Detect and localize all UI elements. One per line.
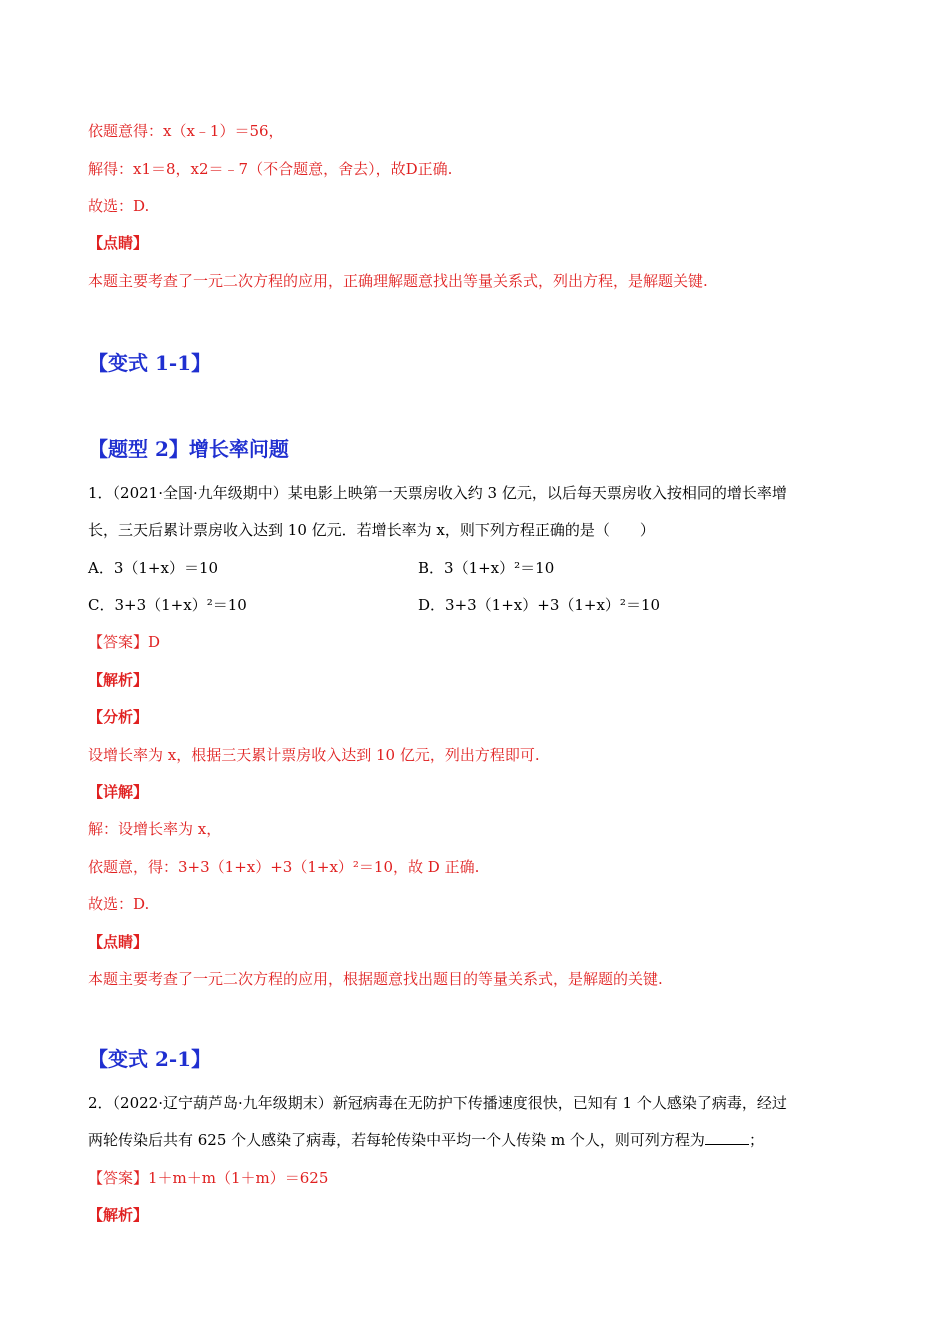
q1-fenxi-label: 【分析】 [88,708,149,726]
answer-blank[interactable] [705,1130,749,1145]
q2-stem-line2-text: 两轮传染后共有 625 个人感染了病毒，若每轮传染中平均一个人传染 m 个人，则可列方程为 [88,1131,705,1149]
prev-choice-line: 故选：D. [88,197,150,215]
q2-analysis-label: 【解析】 [88,1206,149,1224]
q2-stem-line2-end: ； [748,1131,764,1149]
q1-detail-2: 依题意，得：3+3（1+x）+3（1+x）²＝10，故 D 正确. [88,858,480,876]
q1-option-b: B．3（1+x）²＝10 [418,559,555,577]
q1-analysis-label: 【解析】 [88,671,149,689]
q1-stem-line2: 长，三天后累计票房收入达到 10 亿元．若增长率为 x，则下列方程正确的是（ ） [88,521,655,539]
q1-fenxi-text: 设增长率为 x，根据三天累计票房收入达到 10 亿元，列出方程即可. [88,746,540,764]
q2-stem-line1: 2．（2022·辽宁葫芦岛·九年级期末）新冠病毒在无防护下传播速度很快，已知有 1 个人感染了病毒，经过 [88,1094,787,1112]
prev-comment-label: 【点睛】 [88,234,149,252]
q1-option-c: C．3+3（1+x）²＝10 [88,596,247,614]
q2-answer: 【答案】1＋m＋m（1＋m）＝625 [88,1169,329,1187]
q2-stem-line2 [88,1130,764,1150]
q1-detail-3: 故选：D. [88,895,150,913]
variant-2-1-heading: 【变式 2-1】 [88,1047,212,1071]
prev-solve-line: 解得：x1＝8，x2＝﹣7（不合题意，舍去），故D正确. [88,160,453,178]
q1-stem-line1: 1．（2021·全国·九年级期中）某电影上映第一天票房收入约 3 亿元，以后每天票房收入按相同的增长率增 [88,484,787,502]
prev-equation-line: 依题意得：x（x﹣1）＝56， [88,122,284,140]
q1-detail-1: 解：设增长率为 x， [88,820,222,838]
q1-comment-label: 【点睛】 [88,933,149,951]
q1-comment-text: 本题主要考查了一元二次方程的应用，根据题意找出题目的等量关系式，是解题的关键. [88,970,663,988]
type2-heading: 【题型 2】增长率问题 [88,437,289,461]
prev-comment-text: 本题主要考查了一元二次方程的应用，正确理解题意找出等量关系式，列出方程，是解题关键. [88,272,708,290]
q1-option-a: A．3（1+x）＝10 [88,559,219,577]
q1-detail-label: 【详解】 [88,783,149,801]
q1-answer: 【答案】D [88,633,161,651]
q1-option-d: D．3+3（1+x）+3（1+x）²＝10 [418,596,661,614]
variant-1-1-heading: 【变式 1-1】 [88,351,212,375]
